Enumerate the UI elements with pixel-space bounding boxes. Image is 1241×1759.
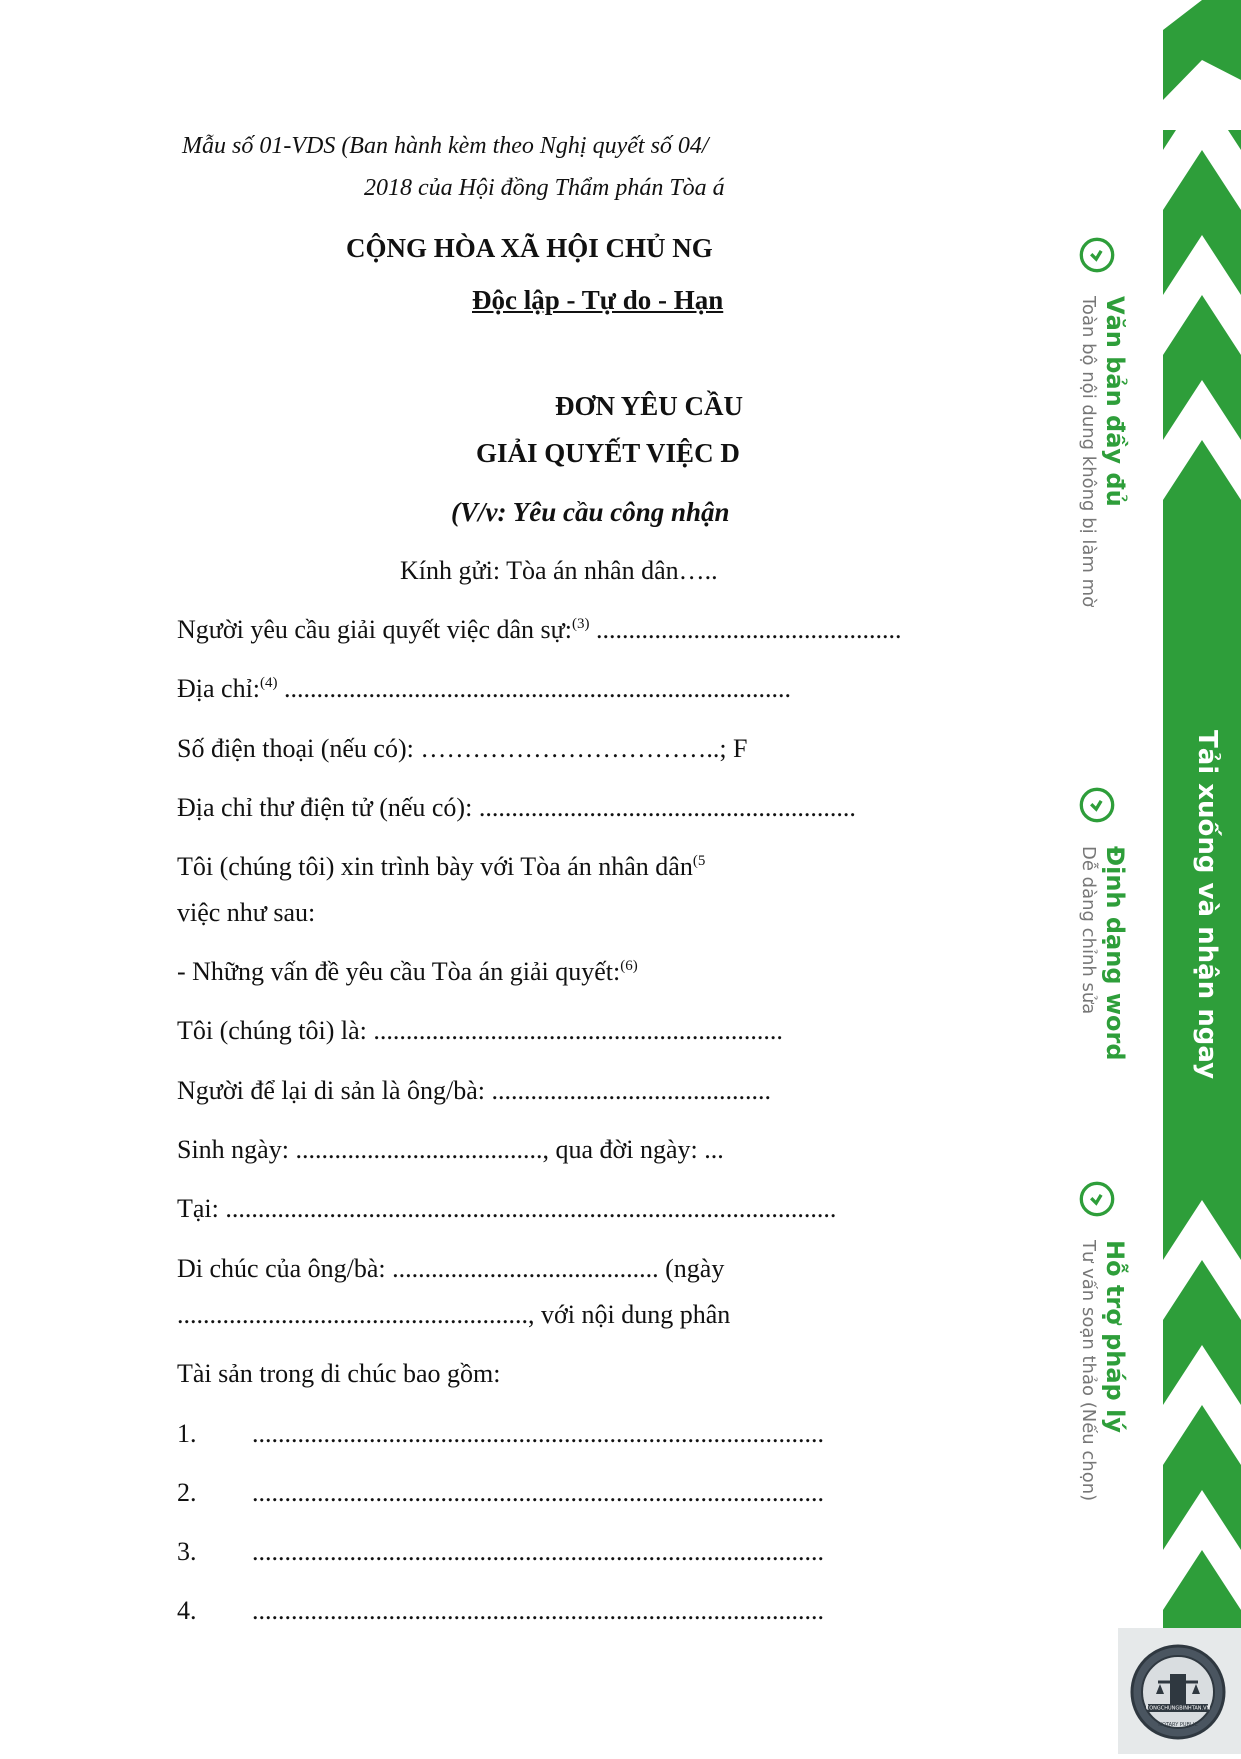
- presentation-text: Tôi (chúng tôi) xin trình bày với Tòa án nhân dân: [177, 852, 693, 881]
- address-label: Địa chỉ:: [177, 674, 261, 703]
- notary-seal: [1118, 1628, 1241, 1754]
- footnote-ref: (4): [260, 675, 278, 691]
- feature-full-text: [1076, 296, 1130, 607]
- we-are-line: Tôi (chúng tôi) là: ...............................................................: [177, 1016, 783, 1045]
- check-circle-icon: [1078, 1180, 1116, 1218]
- address-line: [177, 673, 791, 705]
- form-subject: (V/v: Yêu cầu công nhận: [451, 497, 730, 527]
- list-item-number: 1.: [177, 1419, 197, 1448]
- chevron-up-icon: [1163, 1345, 1241, 1465]
- will-line: Di chúc của ông/bà: ......................................... (ngày: [177, 1254, 725, 1283]
- check-circle-icon: [1078, 236, 1116, 274]
- requester-label: Người yêu cầu giải quyết việc dân sự:: [177, 615, 572, 644]
- footnote-ref: (5: [692, 853, 706, 869]
- address-fill: ..............................................................................: [277, 674, 792, 703]
- assets-heading: Tài sản trong di chúc bao gồm:: [177, 1359, 501, 1388]
- form-header-note-2: 2018 của Hội đồng Thẩm phán Tòa á: [364, 175, 725, 201]
- form-title-2: GIẢI QUYẾT VIỆC D: [476, 438, 740, 468]
- birth-death-line: Sinh ngày: ......................................, qua đời ngày: ...: [177, 1135, 724, 1164]
- motto: Độc lập - Tự do - Hạn: [472, 285, 724, 315]
- deceased-line: Người để lại di sản là ông/bà: ...........................................: [177, 1076, 772, 1105]
- chevron-up-icon: [1163, 380, 1241, 500]
- list-item-number: 2.: [177, 1478, 197, 1507]
- nation-heading: CỘNG HÒA XÃ HỘI CHỦ NG: [346, 233, 713, 263]
- list-item-number: 4.: [177, 1596, 197, 1625]
- footnote-ref: (6): [620, 958, 638, 974]
- feature-title: Văn bản đầy đủ: [1101, 296, 1129, 507]
- feature-title: Định dạng word: [1101, 846, 1129, 1061]
- download-label[interactable]: Tải xuống và nhận ngay: [1192, 730, 1222, 1080]
- email-line: Địa chỉ thư điện tử (nếu có): ..........................................................: [177, 793, 856, 822]
- issues-text: - Những vấn đề yêu cầu Tòa án giải quyết:: [177, 957, 621, 986]
- feature-subtitle: Dễ dàng chỉnh sửa: [1078, 846, 1099, 1015]
- form-title: ĐƠN YÊU CẦU: [555, 391, 743, 421]
- notary-seal-logo: [1118, 1628, 1241, 1754]
- seal-footer-text: NOTARY PUBLIC: [1158, 1722, 1198, 1728]
- form-header-note: Mẫu số 01-VDS (Ban hành kèm theo Nghị quyết số 04/: [182, 133, 709, 159]
- chevron-up-icon: [1163, 1490, 1241, 1610]
- feature-subtitle: Tư vấn soạn thảo (Nếu chọn): [1078, 1240, 1099, 1502]
- requester-line: [177, 614, 902, 646]
- list-item-fill: ........................................................................................: [252, 1419, 824, 1448]
- place-line: Tại: ..............................................................................................: [177, 1194, 837, 1223]
- list-item-fill: ........................................................................................: [252, 1537, 824, 1566]
- list-item-number: 3.: [177, 1537, 197, 1566]
- seal-site-text: CONGCHUNGBINHTAN.VN: [1145, 1705, 1211, 1712]
- check-circle-icon: [1078, 786, 1116, 824]
- list-item-fill: ........................................................................................: [252, 1596, 824, 1625]
- chevron-up-icon: [1163, 90, 1241, 210]
- chevron-up-icon: [1163, 235, 1241, 355]
- feature-title: Hỗ trợ pháp lý: [1101, 1240, 1129, 1433]
- feature-legal-support: [1076, 1240, 1130, 1501]
- presentation-line-2: việc như sau:: [177, 898, 316, 927]
- footnote-ref: (3): [572, 616, 590, 632]
- will-content-line: ......................................................, với nội dung phân: [177, 1300, 731, 1329]
- requester-fill: ...............................................: [589, 615, 902, 644]
- feature-word-format: [1076, 846, 1130, 1061]
- presentation-line: [177, 851, 705, 883]
- chevron-up-icon: [1163, 1200, 1241, 1320]
- issues-line: [177, 956, 638, 988]
- phone-line: Số điện thoại (nếu có): ……………………………..; F: [177, 734, 748, 763]
- recipient-line: Kính gửi: Tòa án nhân dân…..: [400, 556, 718, 585]
- list-item-fill: ........................................................................................: [252, 1478, 824, 1507]
- feature-subtitle: Toàn bộ nội dung không bị làm mờ: [1078, 296, 1099, 608]
